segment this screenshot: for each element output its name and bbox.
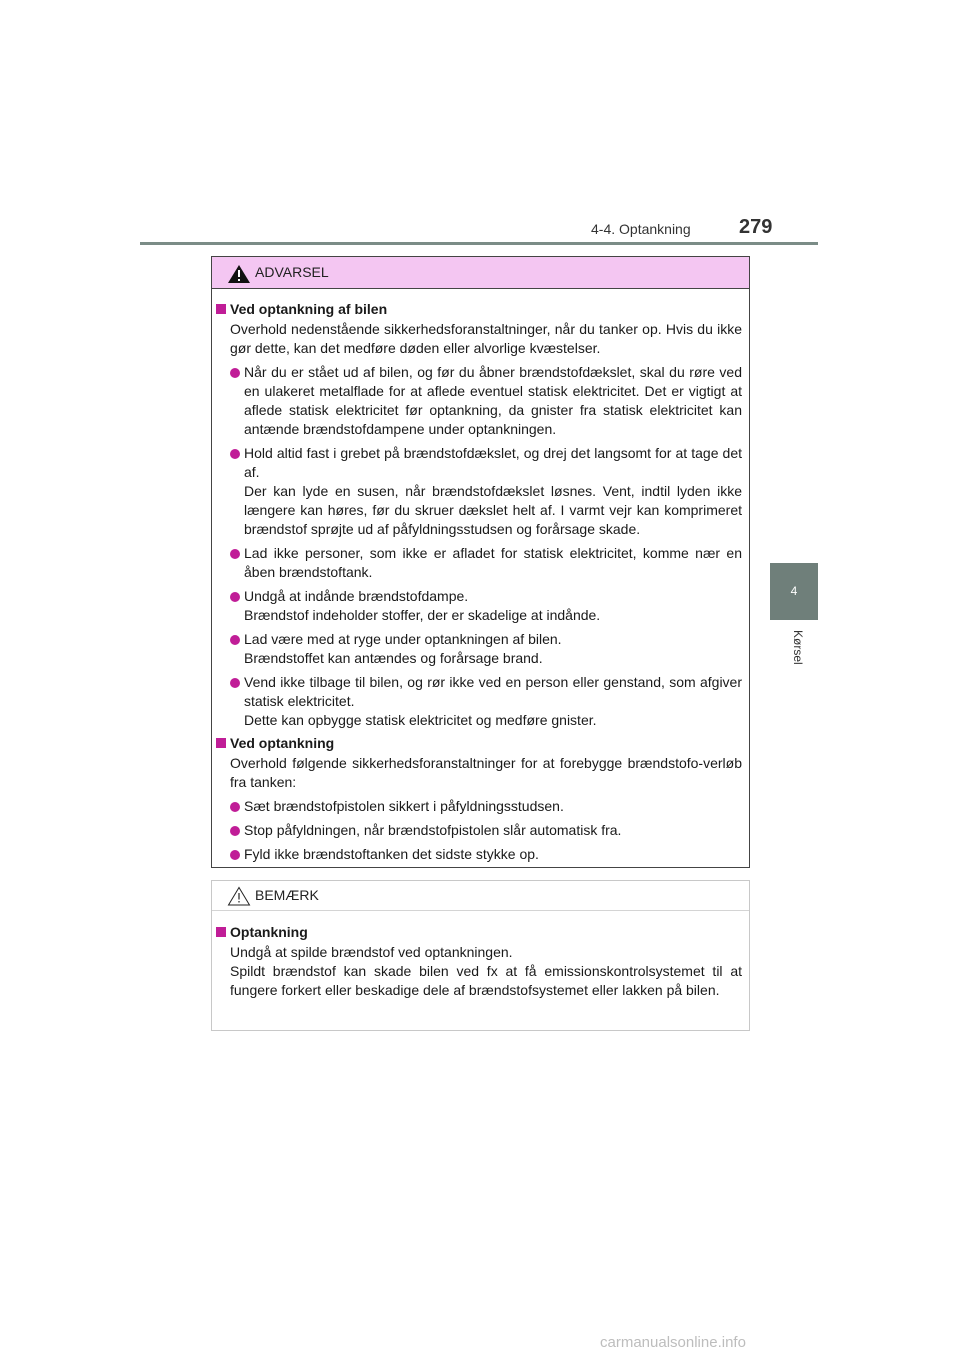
- bullet-text: Lad være med at ryge under optankningen af bilen.: [244, 631, 562, 647]
- bullet-text: Lad ikke personer, som ikke er afladet for statisk elektricitet, komme nær en åben brændstoftank.: [244, 545, 742, 580]
- round-bullet-icon: [230, 826, 240, 836]
- section-heading: Ved optankning: [216, 734, 742, 753]
- warning-box: [211, 256, 750, 868]
- round-bullet-icon: [230, 592, 240, 602]
- notice-text: Spildt brændstof kan skade bilen ved fx at få emissionskontrolsystemet til at fungere forkert eller beskadige dele af brændstofsystemet eller lakken på bilen.: [230, 963, 742, 998]
- notice-header: [212, 881, 749, 911]
- square-bullet-icon: [216, 738, 226, 748]
- warning-title: ADVARSEL: [255, 264, 329, 280]
- bullet-text: Fyld ikke brændstoftanken det sidste stykke op.: [244, 846, 539, 862]
- round-bullet-icon: [230, 678, 240, 688]
- chapter-number: 4: [790, 584, 798, 598]
- notice-body: [212, 911, 749, 1000]
- round-bullet-icon: [230, 635, 240, 645]
- bullet-text: Brændstof indeholder stoffer, der er skadelige at indånde.: [244, 607, 601, 623]
- warning-body: [212, 289, 749, 864]
- round-bullet-icon: [230, 449, 240, 459]
- bullet-text: Undgå at indånde brændstofdampe.: [244, 588, 469, 604]
- bullet-text: Når du er stået ud af bilen, og før du åbner brændstofdækslet, skal du røre ved en ulakeret metalflade for at aflede eventuel statisk elektricitet. Det er vigtigt at aflede statisk elektricitet før optankning, da gnister fra statisk elektricitet kan antænde brændstofdampene under optankningen.: [244, 364, 742, 437]
- warning-header: [212, 257, 749, 289]
- bullet-text: Brændstoffet kan antændes og forårsage brand.: [244, 650, 543, 666]
- page-number: 279: [739, 216, 773, 238]
- warning-triangle-icon: [227, 264, 251, 284]
- section-intro: Overhold følgende sikkerhedsforanstaltninger for at forebygge brændstofo-verløb fra tanken:: [230, 755, 742, 790]
- bullet-text: Vend ikke tilbage til bilen, og rør ikke ved en person eller genstand, som afgiver statisk elektricitet.: [244, 674, 742, 709]
- round-bullet-icon: [230, 368, 240, 378]
- section-heading: Ved optankning af bilen: [216, 300, 742, 319]
- list-item: [216, 363, 742, 439]
- round-bullet-icon: [230, 850, 240, 860]
- list-item: [216, 673, 742, 730]
- list-item: [216, 587, 742, 625]
- square-bullet-icon: [216, 304, 226, 314]
- section-heading: Optankning: [216, 923, 742, 942]
- bullet-text: Stop påfyldningen, når brændstofpistolen slår automatisk fra.: [244, 822, 622, 838]
- list-item: [216, 845, 742, 864]
- notice-title: BEMÆRK: [255, 887, 319, 903]
- header-rule: [140, 242, 818, 245]
- round-bullet-icon: [230, 802, 240, 812]
- watermark: carmanualsonline.info: [600, 1334, 746, 1351]
- section-title: 4-4. Optankning: [591, 221, 691, 237]
- chapter-label: Kørsel: [791, 630, 805, 665]
- section-intro: Overhold nedenstående sikkerhedsforanstaltninger, når du tanker op. Hvis du ikke gør dette, kan det medføre døden eller alvorlige kvæstelser.: [230, 321, 742, 356]
- list-item: [216, 544, 742, 582]
- bullet-text: Dette kan opbygge statisk elektricitet og medføre gnister.: [244, 712, 597, 728]
- bullet-text: Sæt brændstofpistolen sikkert i påfyldningsstudsen.: [244, 798, 564, 814]
- list-item: [216, 821, 742, 840]
- notice-box: [211, 880, 750, 1031]
- chapter-tab[interactable]: [770, 563, 818, 620]
- bullet-text: Der kan lyde en susen, når brændstofdækslet løsnes. Vent, indtil lyden ikke længere kan høres, før du skruer dækslet helt af. I varmt vejr kan komprimeret brændstof sprøjte ud af påfyldningsstudsen og forårsage skade.: [244, 483, 742, 537]
- list-item: [216, 444, 742, 539]
- bullet-text: Hold altid fast i grebet på brændstofdækslet, og drej det langsomt for at tage det af.: [244, 445, 742, 480]
- notice-triangle-icon: [227, 886, 251, 906]
- list-item: [216, 630, 742, 668]
- round-bullet-icon: [230, 549, 240, 559]
- notice-text: Undgå at spilde brændstof ved optankningen.: [230, 944, 513, 960]
- square-bullet-icon: [216, 927, 226, 937]
- list-item: [216, 797, 742, 816]
